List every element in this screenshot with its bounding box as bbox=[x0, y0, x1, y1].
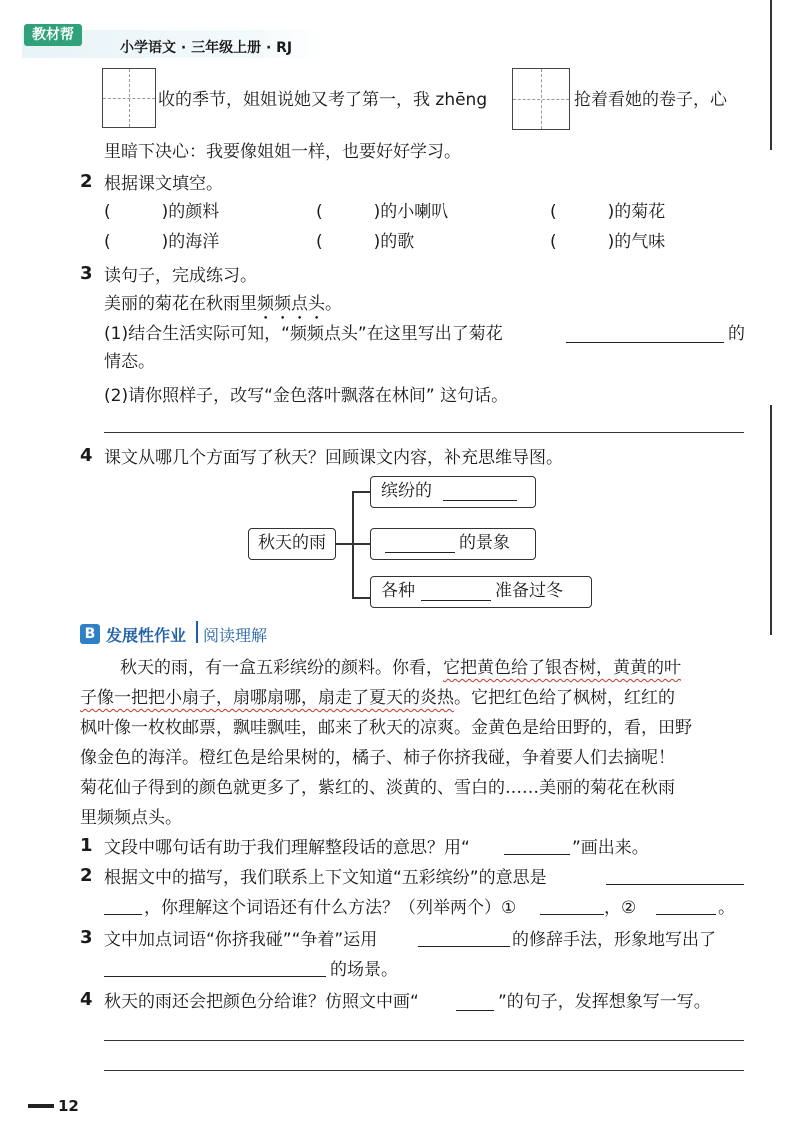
answer-blank[interactable] bbox=[540, 914, 604, 915]
mindmap-connector bbox=[352, 491, 354, 598]
answer-line[interactable] bbox=[104, 432, 744, 433]
answer-blank[interactable] bbox=[418, 946, 510, 947]
rq2-text-4: 。 bbox=[718, 898, 735, 918]
answer-blank[interactable] bbox=[104, 914, 142, 915]
section-badge: B bbox=[80, 624, 100, 644]
q3-sentence bbox=[104, 292, 342, 324]
fill-item[interactable]: ( )的菊花 bbox=[550, 202, 666, 222]
rq1-text: 文段中哪句话有助于我们理解整段话的意思？用“ bbox=[104, 838, 470, 858]
branch-3-label-start: 各种 bbox=[381, 581, 415, 601]
section-divider bbox=[196, 621, 198, 643]
question-number: 1 bbox=[80, 835, 93, 856]
answer-line[interactable] bbox=[104, 1070, 744, 1071]
page-number: 12 bbox=[58, 1097, 79, 1115]
writing-grid-box[interactable] bbox=[102, 68, 156, 128]
rq3-text-3: 的场景。 bbox=[330, 960, 398, 980]
rq4-text: 秋天的雨还会把颜色分给谁？仿照文中画“ bbox=[104, 992, 419, 1012]
answer-blank[interactable] bbox=[385, 552, 455, 553]
passage-line: 里频频点头。 bbox=[80, 808, 182, 828]
fill-item[interactable]: ( )的小喇叭 bbox=[316, 202, 449, 222]
q1-line1-text: 收的季节，姐姐说她又考了第一，我 zhēng bbox=[158, 90, 488, 110]
answer-blank[interactable] bbox=[566, 342, 724, 343]
section-subtitle: 阅读理解 bbox=[203, 626, 268, 645]
passage-wavy-sentence: 子像一把把小扇子，扇哪扇哪，扇走了夏天的炎热 bbox=[80, 688, 454, 708]
branch-2-label: 的景象 bbox=[459, 533, 510, 553]
q3-sub2: (2)请你照样子，改写“金色落叶飘落在林间” 这句话。 bbox=[104, 386, 509, 406]
answer-blank[interactable] bbox=[104, 976, 326, 977]
rq3-text: 文中加点词语“你挤我碰”“争着”运用 bbox=[104, 930, 378, 950]
rq1-text-end: ”画出来。 bbox=[572, 838, 649, 858]
q3-sentence-dotted-words: 频频点头 bbox=[257, 294, 325, 314]
brand-tag: 教材帮 bbox=[24, 24, 82, 46]
question-number: 3 bbox=[80, 927, 93, 948]
book-title: 小学语文 · 三年级上册 · RJ bbox=[120, 40, 293, 56]
page-edge-line bbox=[770, 405, 772, 635]
passage-line-2-end: 。它把红色给了枫树，红红的 bbox=[454, 688, 675, 708]
q1-line1-text-end: 抢着看她的卷子，心 bbox=[574, 90, 727, 110]
mindmap-connector bbox=[335, 543, 353, 545]
q3-sub1-de: 的 bbox=[728, 324, 745, 344]
wavy-line-sample bbox=[455, 1010, 495, 1016]
mindmap-branch-3[interactable] bbox=[370, 576, 592, 608]
page-mark bbox=[28, 1104, 54, 1108]
writing-grid-box[interactable] bbox=[512, 68, 570, 130]
answer-blank[interactable] bbox=[606, 884, 744, 885]
q3-sub1-end: 情态。 bbox=[104, 352, 155, 372]
passage-line: 枫叶像一枚枚邮票，飘哇飘哇，邮来了秋天的凉爽。金黄色是给田野的，看，田野 bbox=[80, 718, 692, 738]
rq4-text-end: ”的句子，发挥想象写一写。 bbox=[498, 992, 711, 1012]
q4-prompt: 课文从哪几个方面写了秋天？回顾课文内容，补充思维导图。 bbox=[104, 448, 563, 468]
q3-prompt: 读句子，完成练习。 bbox=[104, 266, 257, 286]
answer-blank[interactable] bbox=[443, 500, 517, 501]
mindmap-connector bbox=[352, 543, 370, 545]
passage-wavy-sentence: 它把黄色给了银杏树，黄黄的叶 bbox=[443, 658, 681, 678]
question-number: 3 bbox=[80, 263, 93, 284]
fill-item[interactable]: ( )的歌 bbox=[316, 232, 415, 252]
mindmap-connector bbox=[352, 491, 370, 493]
fill-item[interactable]: ( )的颜料 bbox=[104, 202, 220, 222]
question-number: 4 bbox=[80, 989, 93, 1010]
mindmap-center: 秋天的雨 bbox=[248, 528, 336, 560]
question-number: 2 bbox=[80, 865, 93, 886]
section-title: 发展性作业 bbox=[106, 626, 187, 645]
passage-line: 菊花仙子得到的颜色就更多了，紫红的、淡黄的、雪白的……美丽的菊花在秋雨 bbox=[80, 778, 675, 798]
branch-1-label: 缤纷的 bbox=[381, 481, 432, 501]
page-edge-line bbox=[770, 0, 772, 150]
mindmap-branch-1[interactable] bbox=[370, 476, 536, 508]
answer-blank[interactable] bbox=[656, 914, 716, 915]
passage-line-1-start: 秋天的雨，有一盒五彩缤纷的颜料。你看， bbox=[120, 658, 443, 678]
fill-item[interactable]: ( )的海洋 bbox=[104, 232, 220, 252]
answer-blank[interactable] bbox=[504, 854, 570, 855]
passage-line bbox=[120, 656, 681, 680]
q1-line2-text: 里暗下决心：我要像姐姐一样，也要好好学习。 bbox=[104, 142, 461, 162]
answer-blank[interactable] bbox=[421, 600, 491, 601]
q3-sentence-end: 。 bbox=[325, 294, 342, 314]
q3-sub1: (1)结合生活实际可知，“频频点头”在这里写出了菊花 bbox=[104, 324, 503, 344]
rq2-text-2: ，你理解这个词语还有什么方法？（列举两个）① bbox=[144, 898, 517, 918]
question-number: 2 bbox=[80, 171, 93, 192]
q2-prompt: 根据课文填空。 bbox=[104, 174, 223, 194]
branch-3-label-end: 准备过冬 bbox=[495, 581, 563, 601]
rq2-text: 根据文中的描写，我们联系上下文知道“五彩缤纷”的意思是 bbox=[104, 868, 547, 888]
question-number: 4 bbox=[80, 445, 93, 466]
mindmap-connector bbox=[352, 597, 370, 599]
mindmap-branch-2[interactable] bbox=[370, 528, 536, 560]
answer-line[interactable] bbox=[104, 1040, 744, 1041]
rq2-text-3: ，② bbox=[604, 898, 637, 918]
passage-line bbox=[80, 686, 675, 710]
fill-item[interactable]: ( )的气味 bbox=[550, 232, 666, 252]
passage-line: 像金色的海洋。橙红色是给果树的，橘子、柿子你挤我碰，争着要人们去摘呢！ bbox=[80, 748, 675, 768]
q3-sentence-start: 美丽的菊花在秋雨里 bbox=[104, 294, 257, 314]
rq3-text-2: 的修辞手法，形象地写出了 bbox=[512, 930, 716, 950]
